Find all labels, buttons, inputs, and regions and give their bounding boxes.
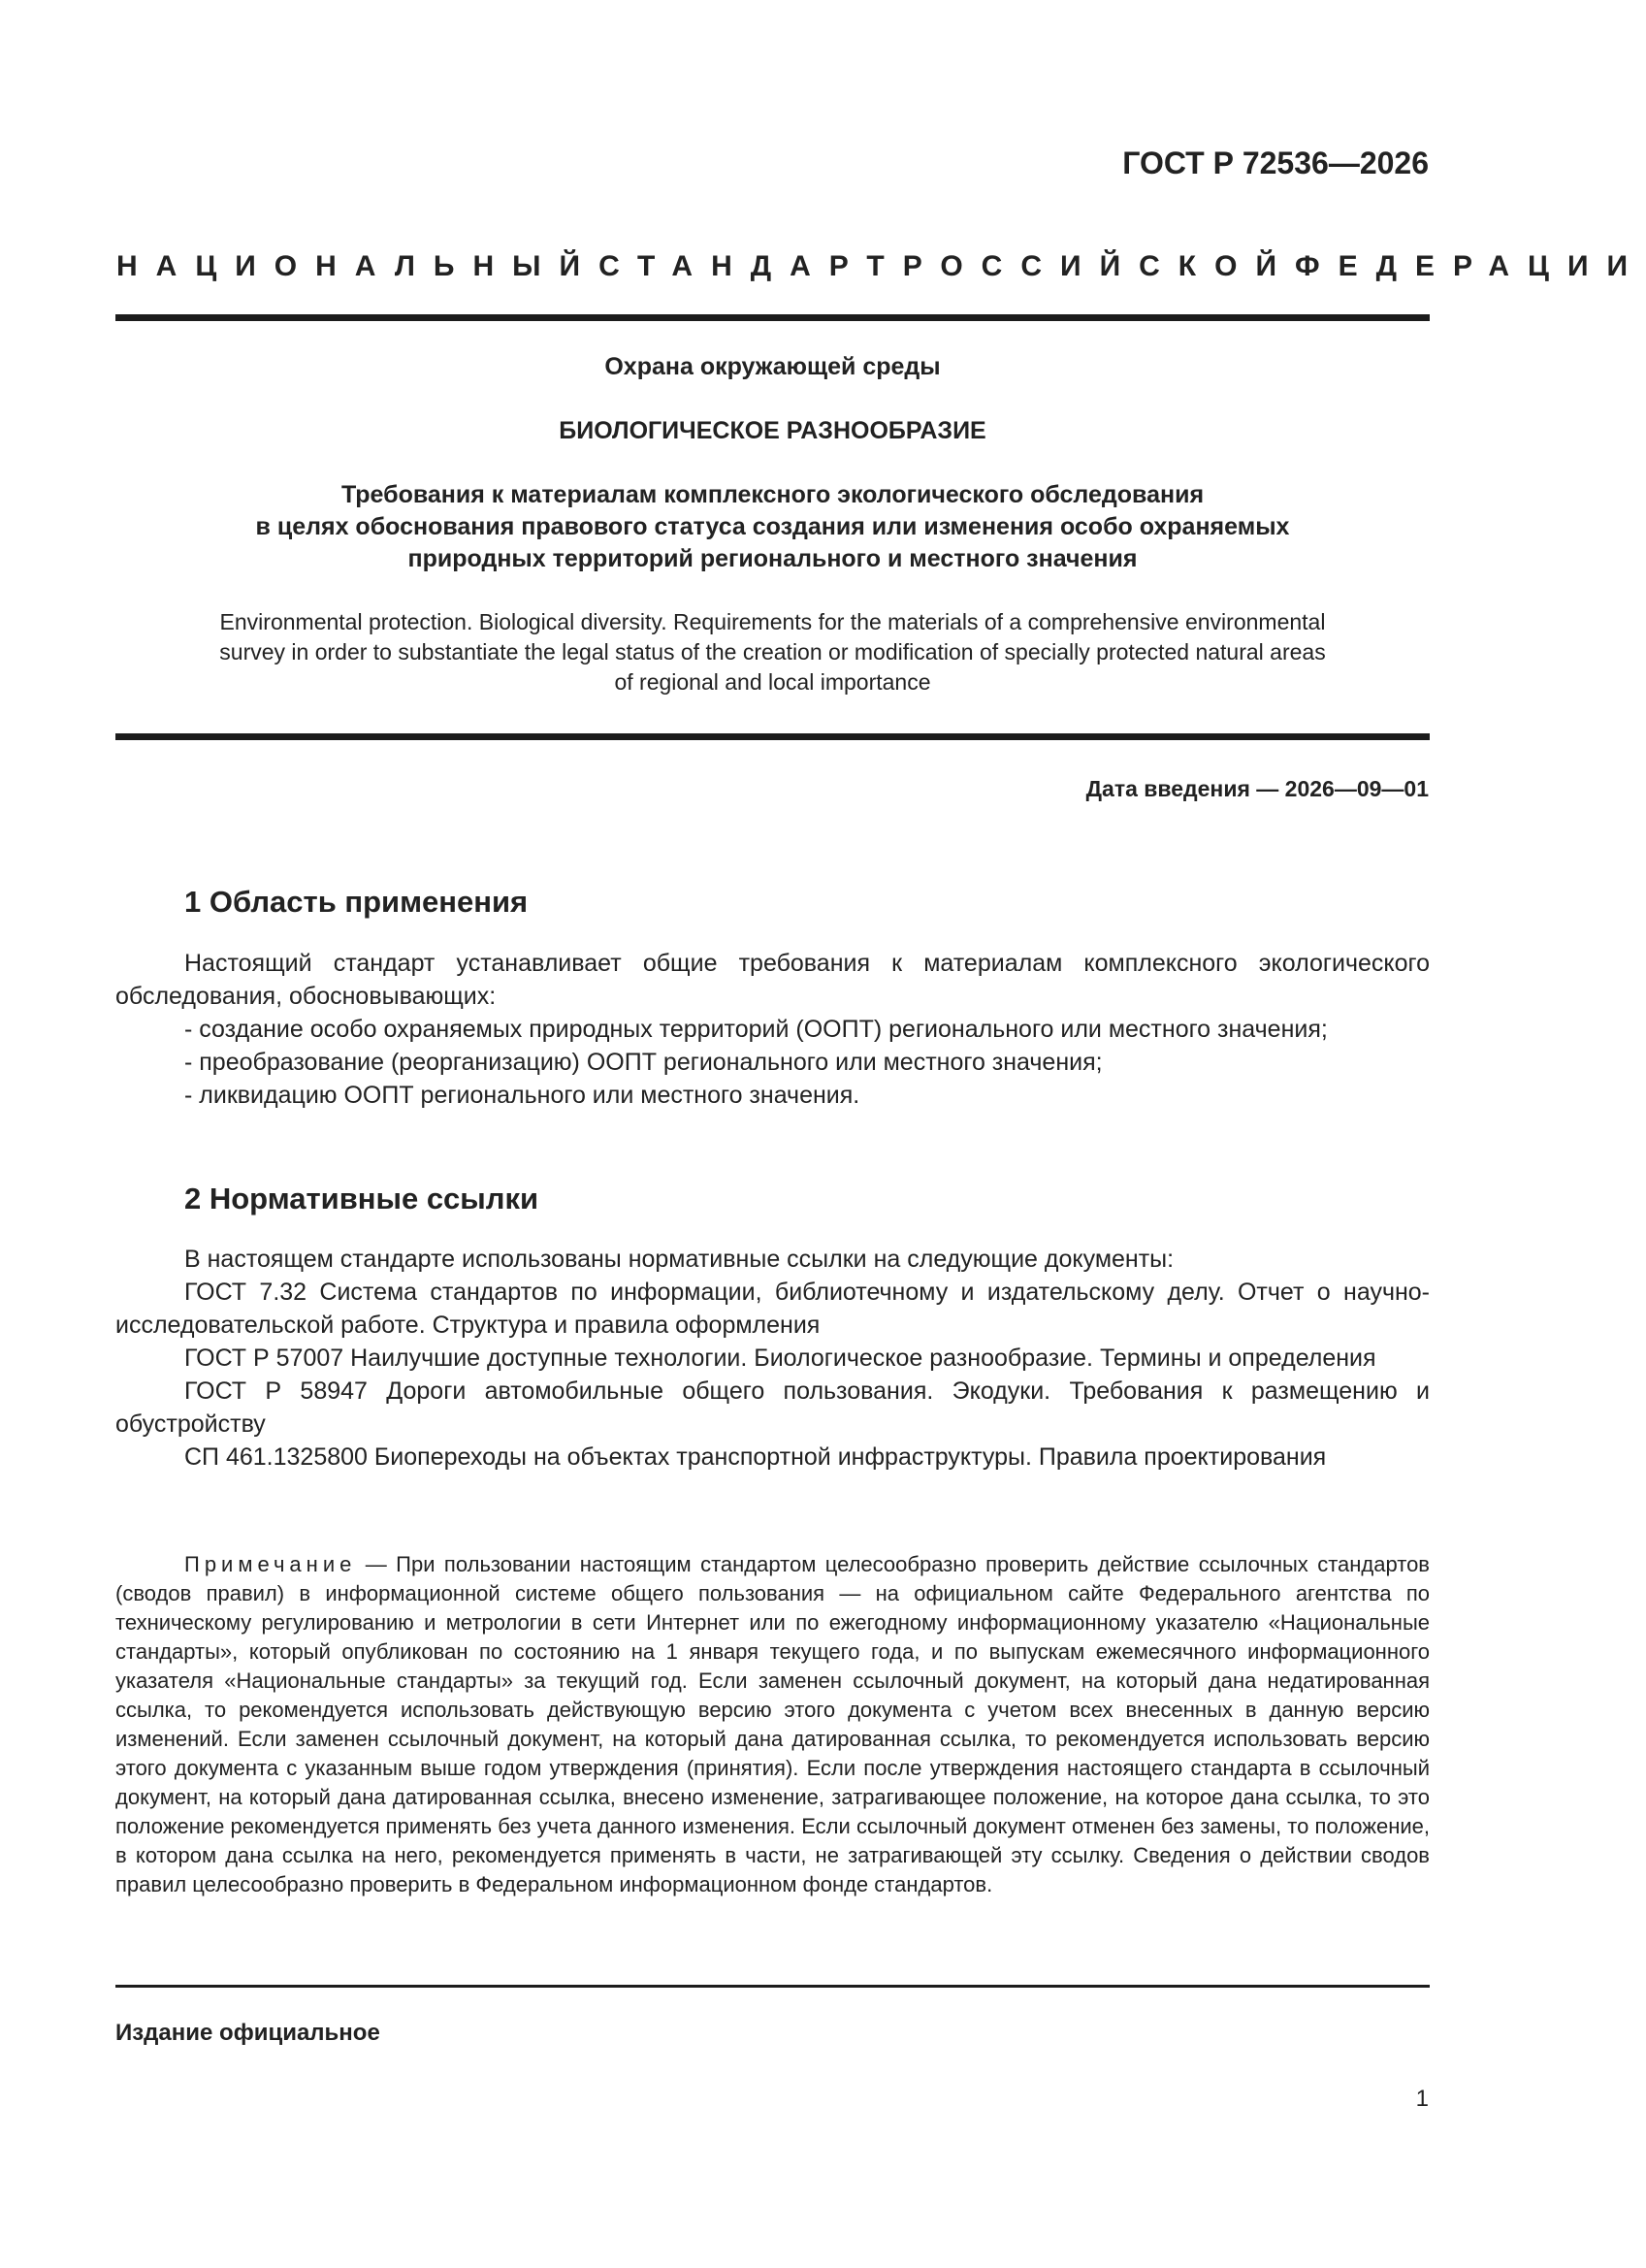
document-id: ГОСТ Р 72536—2026	[1122, 146, 1429, 180]
national-standard-word: НАЦИОНАЛЬНЫЙ	[116, 250, 599, 282]
footer-rule	[115, 1985, 1430, 1988]
section-1-lead: Настоящий стандарт устанавливает общие требования к материалам комплексного экологического обследования, обосновывающих:	[115, 950, 1430, 1010]
section-1-body	[115, 947, 1430, 1112]
note-paragraph	[115, 1550, 1430, 1899]
english-title-line: of regional and local importance	[614, 669, 931, 695]
title-bottom-rule	[115, 733, 1430, 740]
national-standard-word: ФЕДЕРАЦИИ	[1295, 250, 1646, 282]
subject-heading: БИОЛОГИЧЕСКОЕ РАЗНООБРАЗИЕ	[559, 417, 986, 444]
national-standard-word: РОССИЙСКОЙ	[902, 250, 1296, 282]
requirements-heading	[115, 479, 1430, 575]
list-item: - создание особо охраняемых природных территорий (ООПТ) регионального или местного значения;	[184, 1016, 1328, 1043]
note-label: Примечание	[184, 1552, 357, 1576]
normative-reference: ГОСТ 7.32 Система стандартов по информации, библиотечному и издательскому делу. Отчет о научно-исследовательской работе. Структура и правила оформления	[115, 1279, 1430, 1339]
english-title	[115, 607, 1430, 697]
top-rule	[115, 314, 1430, 321]
list-item: - ликвидацию ООПТ регионального или местного значения.	[184, 1082, 860, 1109]
section-2-title: 2 Нормативные ссылки	[184, 1182, 539, 1215]
subject-area-heading: Охрана окружающей среды	[604, 353, 941, 380]
normative-reference: ГОСТ Р 58947 Дороги автомобильные общего пользования. Экодуки. Требования к размещению и обустройству	[115, 1377, 1430, 1438]
requirements-line: Требования к материалам комплексного экологического обследования	[340, 481, 1205, 508]
normative-reference: ГОСТ Р 57007 Наилучшие доступные технологии. Биологическое разнообразие. Термины и определения	[184, 1345, 1376, 1372]
page-number: 1	[1415, 2086, 1429, 2112]
requirements-line: в целях обоснования правового статуса создания или изменения особо охраняемых	[255, 513, 1290, 540]
note-text: — При пользовании настоящим стандартом целесообразно проверить действие ссылочных стандартов (сводов правил) в информационной системе общего пользования — на официальном сайте Федерального агентства по техническому регулированию и метрологии в сети Интернет или по ежегодному информационному указателю «Национальные стандарты», который опубликован по состоянию на 1 января текущего года, и по выпускам ежемесячного информационного указателя «Национальные стандарты» за текущий год. Если заменен ссылочный документ, на который дана недатированная ссылка, то рекомендуется использовать действующую версию этого документа с учетом всех внесенных в данную версию изменений. Если заменен ссылочный документ, на который дана датированная ссылка, то рекомендуется использовать версию этого документа с указанным выше годом утверждения (принятия). Если после утверждения настоящего стандарта в ссылочный документ, на который дана датированная ссылка, внесено изменение, затрагивающее положение, на которое дана ссылка, то это положение рекомендуется применять без учета данного изменения. Если ссылочный документ отменен без замены, то положение, в котором дана ссылка на него, рекомендуется применять в части, не затрагивающей эту ссылку. Сведения о действии сводов правил целесообразно проверить в Федеральном информационном фонде стандартов.	[115, 1552, 1430, 1896]
official-edition-label: Издание официальное	[115, 2020, 380, 2046]
requirements-line: природных территорий регионального и местного значения	[407, 545, 1138, 572]
english-title-line: survey in order to substantiate the legal status of the creation or modification of specially protected natural areas	[219, 639, 1326, 664]
normative-reference: СП 461.1325800 Биопереходы на объектах транспортной инфраструктуры. Правила проектирования	[184, 1443, 1327, 1471]
national-standard-word: СТАНДАРТ	[598, 250, 903, 282]
introduction-date: Дата введения — 2026—09—01	[1085, 776, 1429, 801]
section-2-body	[115, 1243, 1430, 1474]
section-2-lead: В настоящем стандарте использованы нормативные ссылки на следующие документы:	[184, 1246, 1175, 1273]
section-1-title: 1 Область применения	[184, 885, 529, 919]
national-standard-title	[116, 250, 1646, 283]
english-title-line: Environmental protection. Biological diversity. Requirements for the materials of a comprehensive environmental	[219, 609, 1326, 634]
list-item: - преобразование (реорганизацию) ООПТ регионального или местного значения;	[184, 1049, 1103, 1076]
